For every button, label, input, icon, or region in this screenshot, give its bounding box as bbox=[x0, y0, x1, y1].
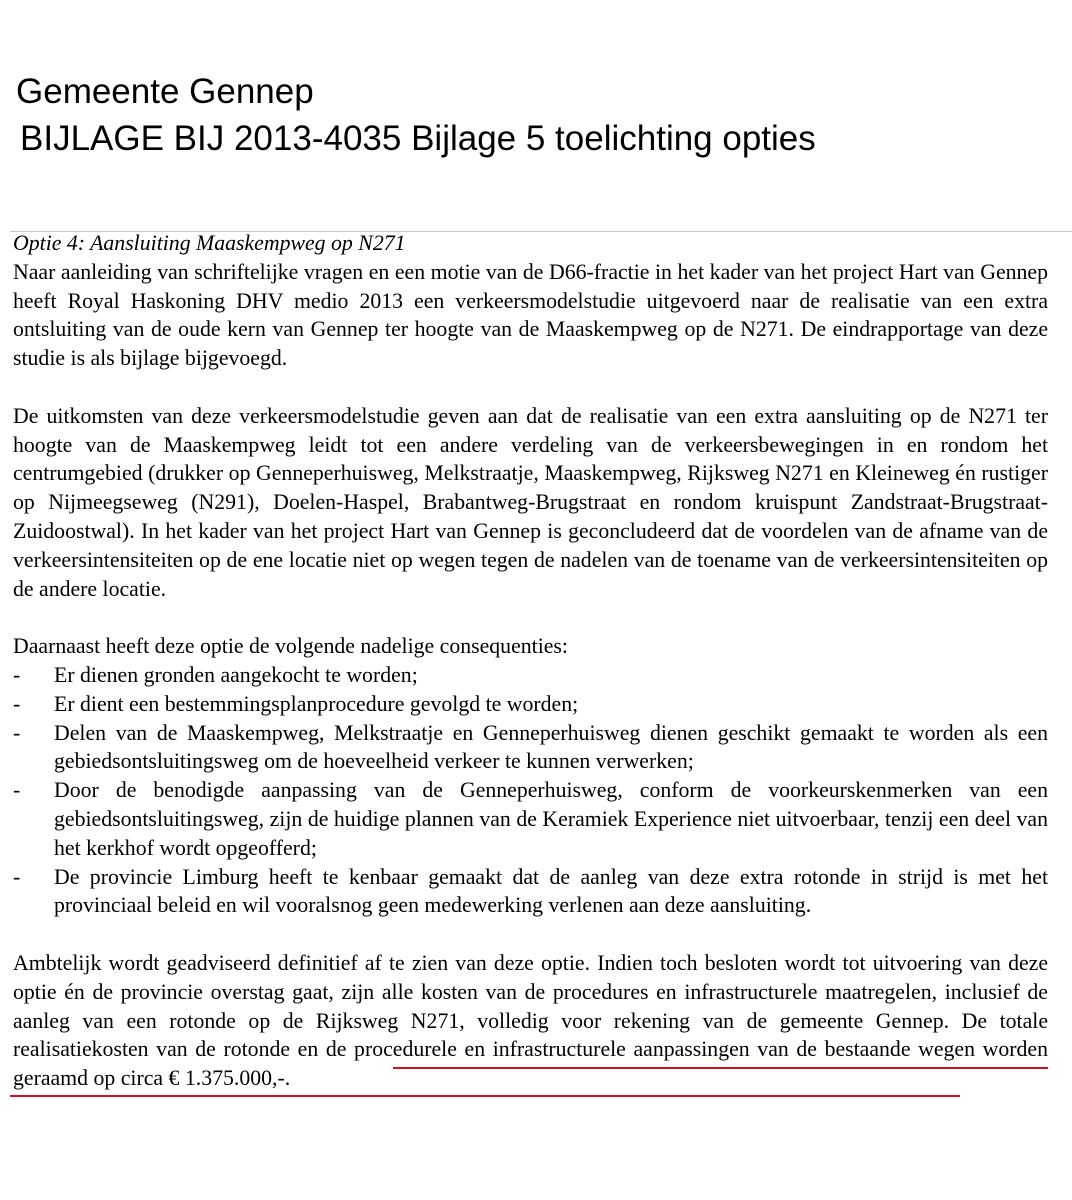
list-item-text: Delen van de Maaskempweg, Melkstraatje en Genneperhuisweg dienen geschikt gemaakt te worden als een gebiedsontsluitingsweg om de hoeveelheid verkeer te kunnen verwerken; bbox=[54, 720, 1048, 774]
section-heading: Optie 4: Aansluiting Maaskempweg op N271 bbox=[13, 231, 406, 255]
header-organization: Gemeente Gennep bbox=[16, 72, 314, 111]
list-item-text: Er dienen gronden aangekocht te worden; bbox=[54, 662, 418, 687]
bullet-dash: - bbox=[13, 691, 21, 716]
document-title: BIJLAGE BIJ 2013-4035 Bijlage 5 toelichting opties bbox=[20, 119, 816, 158]
paragraph-results: De uitkomsten van deze verkeersmodelstudie geven aan dat de realisatie van een extra aansluiting op de N271 ter hoogte van de Maaskempweg leidt tot een andere verdeling van de verkeersbewegingen in en rondom het centrumgebied (drukker op Genneperhuisweg, Melkstraatje, Maaskempweg, Rijksweg N271 en Kleineweg én rustiger op Nijmeegseweg (N291), Doelen-Haspel, Brabantweg-Brugstraat en rondom kruispunt Zandstraat-Brugstraat-Zuidoostwal). In het kader van het project Hart van Gennep is geconcludeerd dat de voordelen van de afname van de verkeersintensiteiten op de ene locatie niet op wegen tegen de nadelen van de toename van de verkeersintensiteiten op de andere locatie. bbox=[13, 403, 1048, 601]
list-item bbox=[13, 776, 1048, 862]
bullet-dash: - bbox=[13, 778, 21, 803]
list-item-text: Door de benodigde aanpassing van de Genneperhuisweg, conform de voorkeurskenmerken van een gebiedsontsluitingsweg, zijn de huidige plannen van de Keramiek Experience niet uitvoerbaar, tenzij een deel van het kerkhof wordt opgeofferd; bbox=[54, 778, 1048, 860]
highlighted-cost-estimate: De totale realisatiekosten van de rotonde en de procedurele en infrastructurele aanpassingen van de bestaande wegen worden geraamd op circa € 1.375.000,-. bbox=[13, 1008, 1048, 1091]
document-body bbox=[13, 229, 1048, 1093]
list-item bbox=[13, 719, 1048, 777]
annotation-underline-1 bbox=[393, 1067, 1048, 1069]
consequences-intro: Daarnaast heeft deze optie de volgende nadelige consequenties: bbox=[13, 634, 568, 659]
list-item bbox=[13, 690, 1048, 719]
annotation-underline-2 bbox=[10, 1095, 960, 1097]
list-item-text: De provincie Limburg heeft te kenbaar gemaakt dat de aanleg van deze extra rotonde in strijd is met het provinciaal beleid en wil vooralsnog geen medewerking verlenen aan deze aansluiting. bbox=[54, 864, 1048, 918]
conclusion-advice: Ambtelijk wordt geadviseerd definitief af te zien van deze optie. Indien toch besloten wordt tot uitvoering van deze optie én de provincie overstag gaat, zijn alle kosten van de procedures en infrastructurele maatregelen, inclusief de aanleg van een rotonde op de Rijksweg N271, volledig voor rekening van de gemeente Gennep. bbox=[13, 950, 1048, 1033]
list-item bbox=[13, 661, 1048, 690]
paragraph-study: Naar aanleiding van schriftelijke vragen en een motie van de D66-fractie in het kader van het project Hart van Gennep heeft Royal Haskoning DHV medio 2013 een verkeersmodelstudie uitgevoerd naar de realisatie van een extra ontsluiting van de oude kern van Gennep ter hoogte van de Maaskempweg op de N271. De eindrapportage van deze studie is als bijlage bijgevoegd. bbox=[13, 259, 1048, 371]
bullet-dash: - bbox=[13, 662, 21, 687]
paragraph-conclusion bbox=[13, 949, 1048, 1093]
bullet-dash: - bbox=[13, 864, 21, 889]
consequences-list bbox=[13, 661, 1048, 920]
list-item bbox=[13, 863, 1048, 921]
list-item-text: Er dient een bestemmingsplanprocedure gevolgd te worden; bbox=[54, 691, 579, 716]
bullet-dash: - bbox=[13, 720, 21, 745]
